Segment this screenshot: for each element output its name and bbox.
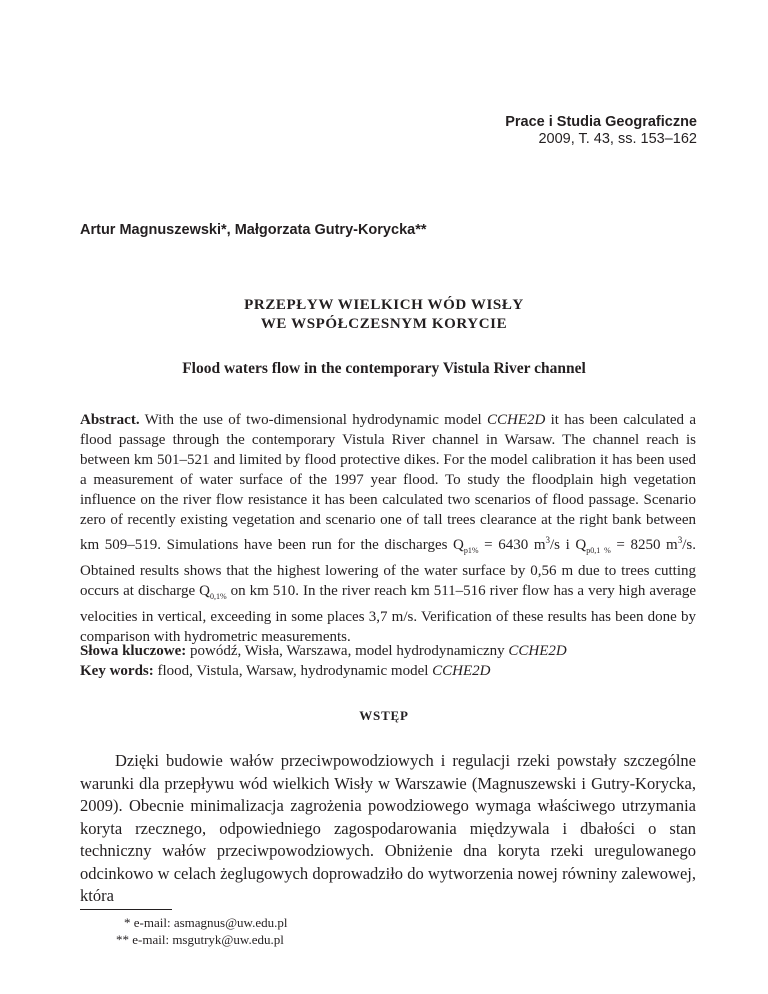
- journal-header: [505, 114, 697, 148]
- abstract-text: on km 510. In the river reach km 511–516 river flow has a very high average velocities in vertical, exceeding in some places 3,7 m/s. Verification of these results has been done by comparison with hydrometric measurements.: [80, 583, 697, 645]
- keywords-english-model: CCHE2D: [432, 663, 491, 679]
- abstract-model-name: CCHE2D: [486, 412, 546, 428]
- journal-citation: 2009, T. 43, ss. 153–162: [538, 131, 697, 147]
- abstract-text: /s. Obtained results shows that the highest lowering of the water surface by 0,56 m due to trees cutting occurs at discharge Q: [80, 537, 696, 599]
- keywords-english-text: flood, Vistula, Warsaw, hydrodynamic model: [157, 663, 429, 679]
- abstract-text: = 8250 m: [610, 537, 678, 553]
- abstract-text: it has been calculated a flood passage through the contemporary Vistula River channel in Warsaw. The channel reach is between km 501–521 and limited by flood protective dikes. For the model calibration it has been used a measurement of water surface of the 1997 year flood. To study the floodplain high vegetation influence on the river flow resistance it has been calculated two scenarios of flood passage. Scenario zero of recently existing vegetation and scenario one of tall trees clearance at the right bank between km 509–519. Simulations have been run for the discharges Q: [80, 412, 696, 553]
- abstract-text: /s i Q: [550, 537, 587, 553]
- footnote-divider: [80, 909, 172, 910]
- authors: Artur Magnuszewski*, Małgorzata Gutry-Korycka**: [80, 222, 427, 238]
- keywords-polish-model: CCHE2D: [508, 643, 567, 659]
- abstract-subscript: p0,1 %: [586, 546, 611, 555]
- keywords-polish-label: Słowa kluczowe:: [80, 643, 187, 659]
- keywords-english: [80, 661, 696, 681]
- abstract-text: = 6430 m: [478, 537, 546, 553]
- body-paragraph: Dzięki budowie wałów przeciwpowodziowych i regulacji rzeki powstały szczególne warunki dla przepływu wód wielkich Wisły w Warszawie (Magnuszewski i Gutry-Korycka, 2009). Obecnie minimalizacja zagrożenia powodziowego wymaga właściwego utrzymania koryta rzecznego, odpowiedniego zagospodarowania międzywala i dbałości o stan techniczny wałów przeciwpowodziowych. Obniżenie dna koryta rzeki uregulowanego odcinkowo w celach żeglugowych doprowadziło do wytworzenia nowej równiny zalewowej, która: [80, 751, 696, 905]
- title-polish-line2: WE WSPÓŁCZESNYM KORYCIE: [260, 316, 508, 332]
- keywords-polish: [80, 641, 696, 661]
- abstract-subscript: 0,1%: [209, 592, 227, 601]
- footnotes: [80, 914, 287, 948]
- abstract-text: With the use of two-dimensional hydrodynamic model: [144, 412, 482, 428]
- journal-name: Prace i Studia Geograficzne: [505, 114, 697, 130]
- keywords-polish-text: powódź, Wisła, Warszawa, model hydrodynamiczny: [190, 643, 505, 659]
- abstract-subscript: p1%: [463, 546, 479, 555]
- title-polish-line1: PRZEPŁYW WIELKICH WÓD WISŁY: [244, 297, 524, 313]
- abstract-label: Abstract.: [80, 412, 140, 428]
- title-english: Flood waters flow in the contemporary Vistula River channel: [182, 360, 586, 377]
- abstract-superscript: 3: [545, 535, 550, 545]
- abstract-superscript: 3: [677, 535, 683, 545]
- footnote-1: * e-mail: asmagnus@uw.edu.pl: [124, 915, 288, 930]
- section-heading: WSTĘP: [359, 708, 409, 723]
- footnote-2: ** e-mail: msgutryk@uw.edu.pl: [116, 932, 284, 947]
- title-polish: [0, 296, 768, 334]
- keywords: [80, 641, 696, 681]
- keywords-english-label: Key words:: [80, 663, 154, 679]
- abstract: [80, 410, 696, 647]
